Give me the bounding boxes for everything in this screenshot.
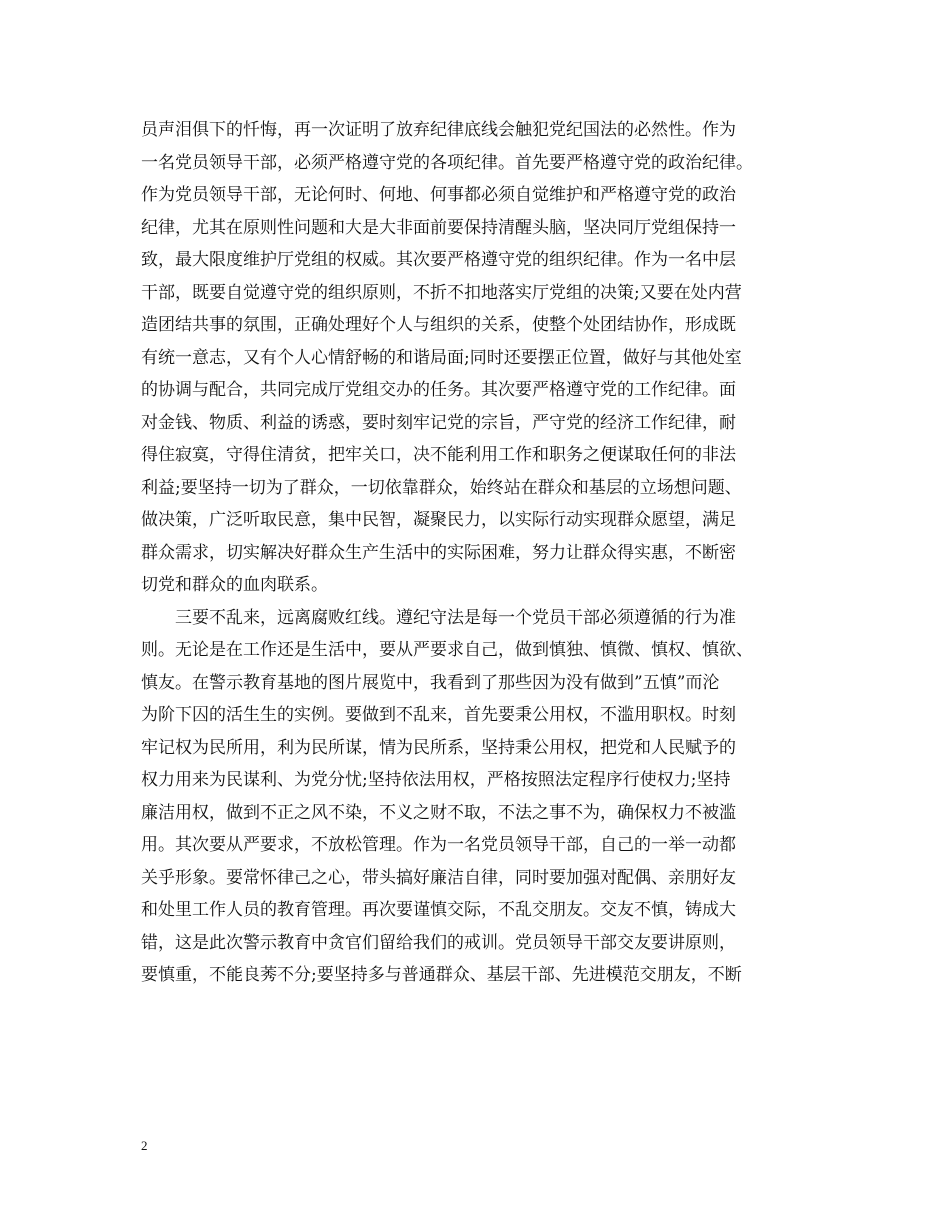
text-line: 关乎形象。要常怀律己之心，带头搞好廉洁自律，同时要加强对配偶、亲朋好友 [141,867,736,888]
text-line: 切党和群众的血肉联系。 [141,575,328,595]
text-line: 牢记权为民所用，利为民所谋，情为民所系，坚持秉公用权，把党和人民赋予的 [141,737,736,758]
text-line: 和处里工作人员的教育管理。再次要谨慎交际，不乱交朋友。交友不慎，铸成大 [141,900,736,920]
text-line: 用。其次要从严要求，不放松管理。作为一名党员领导干部，自己的一举一动都 [141,835,736,855]
text-line: 造团结共事的氛围，正确处理好个人与组织的关系，使整个处团结协作，形成既 [141,315,736,335]
text-line: 做决策，广泛听取民意，集中民智，凝聚民力，以实际行动实现群众愿望，满足 [141,510,736,530]
text-line: 群众需求，切实解决好群众生产生活中的实际困难，努力让群众得实惠，不断密 [141,542,736,563]
text-line: 干部，既要自觉遵守党的组织原则，不折不扣地落实厅党组的决策;又要在处内营 [141,282,742,303]
text-line: 错，这是此次警示教育中贪官们留给我们的戒训。党员领导干部交友要讲原则， [141,932,736,953]
text-line: 对金钱、物质、利益的诱惑，要时刻牢记党的宗旨，严守党的经济工作纪律，耐 [141,412,736,433]
text-line: 利益;要坚持一切为了群众，一切依靠群众，始终站在群众和基层的立场想问题、 [141,477,742,498]
page-number: 2 [141,1138,148,1153]
text-line: 的协调与配合，共同完成厅党组交办的任务。其次要严格遵守党的工作纪律。面 [141,380,736,400]
text-line: 则。无论是在工作还是生活中，要从严要求自己，做到慎独、慎微、慎权、慎欲、 [141,640,753,660]
text-line: 作为党员领导干部，无论何时、何地、何事都必须自觉维护和严格遵守党的政治 [141,185,736,205]
text-line: 要慎重，不能良莠不分;要坚持多与普通群众、基层干部、先进模范交朋友，不断 [141,965,742,985]
text-line: 员声泪俱下的忏悔，再一次证明了放弃纪律底线会触犯党纪国法的必然性。作为 [141,120,736,140]
text-line: 有统一意志，又有个人心情舒畅的和谐局面;同时还要摆正位置，做好与其他处室 [141,347,742,368]
text-line: 权力用来为民谋利、为党分忧;坚持依法用权，严格按照法定程序行使权力;坚持 [141,770,731,790]
text-line: 廉洁用权，做到不正之风不染，不义之财不取，不法之事不为，确保权力不被滥 [141,802,736,823]
text-line: 纪律，尤其在原则性问题和大是大非面前要保持清醒头脑，坚决同厅党组保持一 [141,217,736,238]
text-line: 为阶下囚的活生生的实例。要做到不乱来，首先要秉公用权，不滥用职权。时刻 [141,705,736,725]
text-line: 一名党员领导干部，必须严格遵守党的各项纪律。首先要严格遵守党的政治纪律。 [141,152,753,173]
text-line: 得住寂寞，守得住清贫，把牢关口，决不能利用工作和职务之便谋取任何的非法 [141,445,736,465]
text-line: 致，最大限度维护厅党组的权威。其次要严格遵守党的组织纪律。作为一名中层 [141,250,736,270]
text-line: 慎友。在警示教育基地的图片展览中，我看到了那些因为没有做到”五慎”而沦 [141,672,720,693]
body-text [141,114,813,992]
text-line: 三要不乱来，远离腐败红线。遵纪守法是每一个党员干部必须遵循的行为准 [175,607,736,628]
